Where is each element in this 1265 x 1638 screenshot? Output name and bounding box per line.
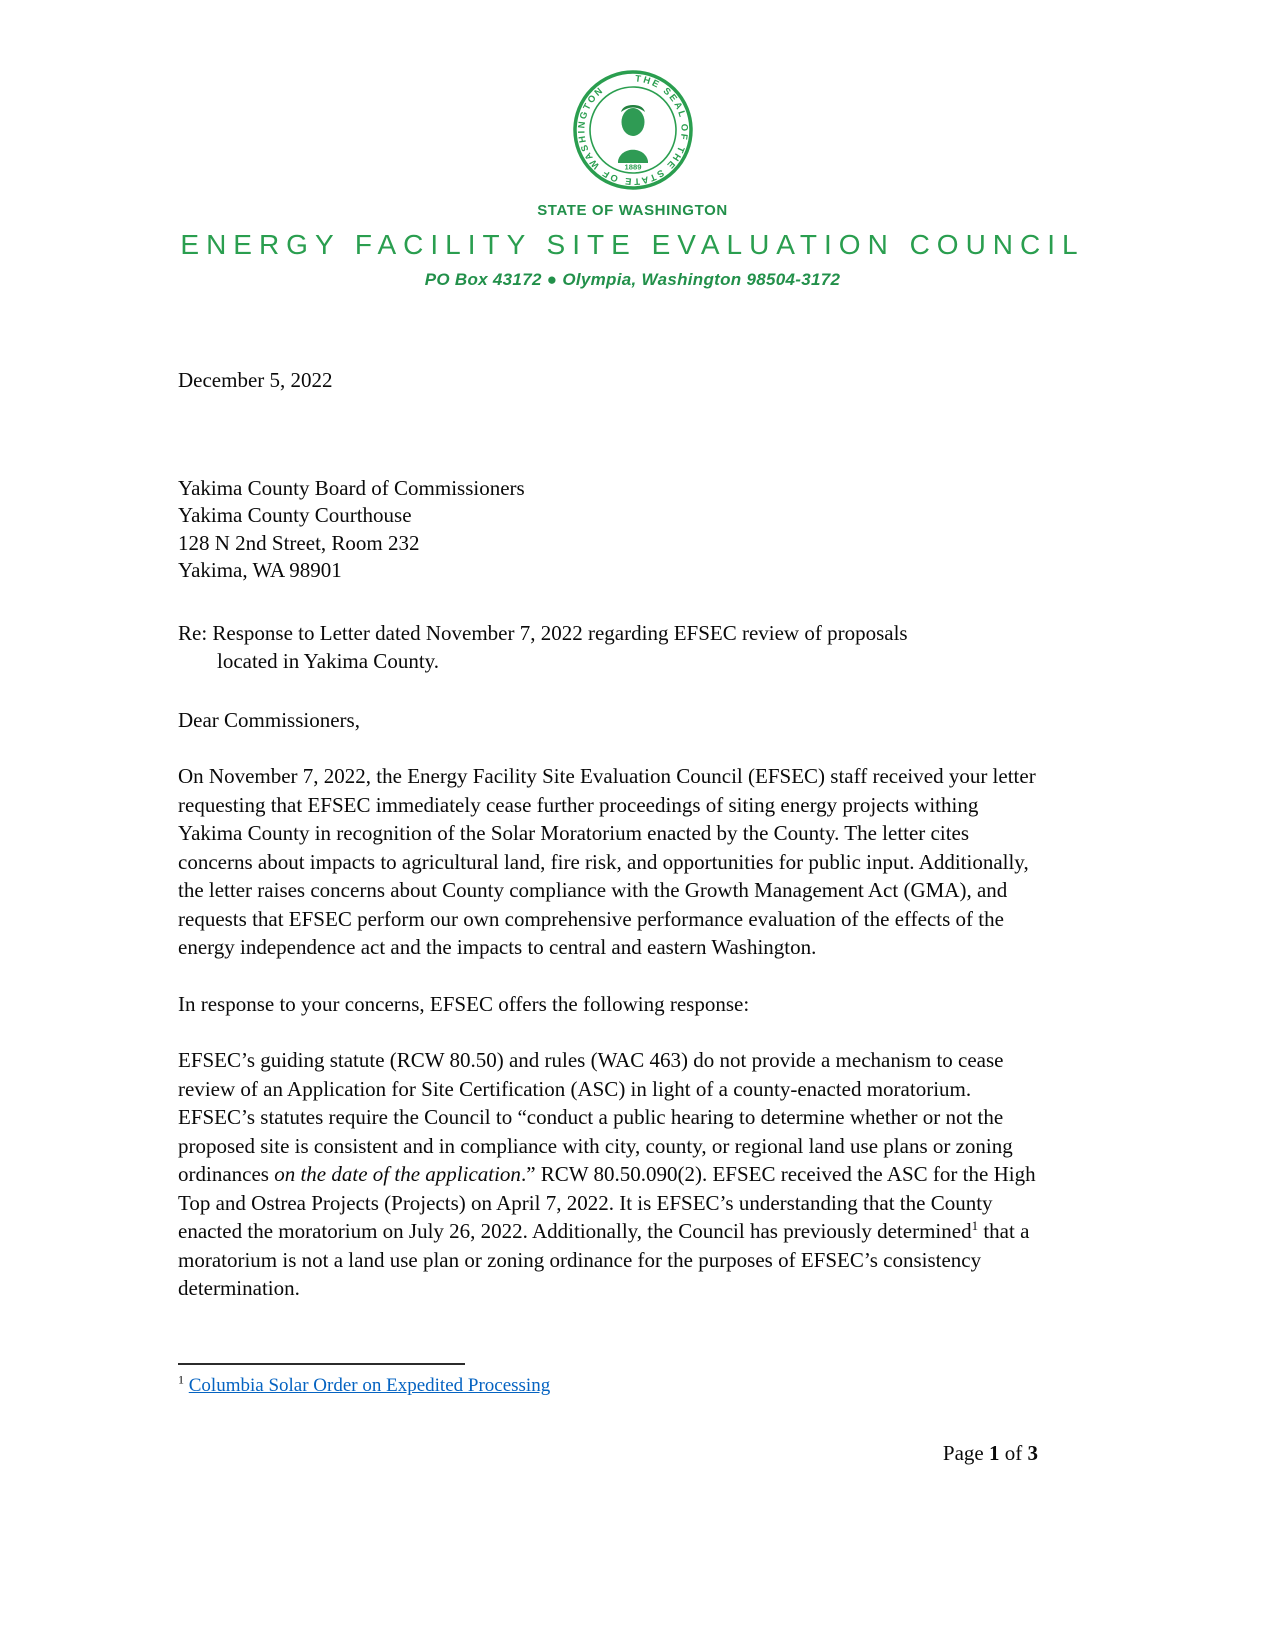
paragraph-3-italic-phrase: on the date of the application <box>274 1162 521 1186</box>
page-number-footer <box>943 1441 1038 1466</box>
footnote-separator <box>178 1363 465 1365</box>
paragraph-3 <box>178 1046 1040 1303</box>
state-of-washington-label: STATE OF WASHINGTON <box>537 202 728 219</box>
recipient-line: Yakima County Board of Commissioners <box>178 475 525 500</box>
re-line-2: located in Yakima County. <box>217 649 440 673</box>
letter-date: December 5, 2022 <box>178 368 333 392</box>
recipient-address-block <box>178 475 1040 585</box>
recipient-line: 128 N 2nd Street, Room 232 <box>178 530 420 555</box>
letterhead <box>0 0 1265 290</box>
agency-name: ENERGY FACILITY SITE EVALUATION COUNCIL <box>180 229 1085 260</box>
paragraph-3-part-1: EFSEC’s guiding statute (RCW 80.50) and rules (WAC 463) do not provide a mechanism to cease review of an Application for Site Certification (ASC) in light of a county-enacted moratorium. EFSEC’s statutes require the Council to “conduct a public hearing to determine whether or not the proposed site is consistent and in compliance with city, county, or regional land use plans or zoning ordinances <box>178 1048 1013 1186</box>
salutation: Dear Commissioners, <box>178 707 360 732</box>
page-label: Page <box>942 1441 989 1465</box>
footnote-marker: 1 <box>178 1372 184 1387</box>
paragraph-2: In response to your concerns, EFSEC offers the following response: <box>178 991 750 1016</box>
footnote <box>178 1374 1040 1398</box>
recipient-line: Yakima County Courthouse <box>178 503 412 527</box>
re-subject-line <box>178 619 1040 676</box>
footnote-reference-marker: 1 <box>971 1218 979 1233</box>
washington-state-seal-icon <box>571 68 695 192</box>
seal-year: 1889 <box>624 162 641 172</box>
paragraph-1: On November 7, 2022, the Energy Facility Site Evaluation Council (EFSEC) staff received your letter requesting that EFSEC immediately cease further proceedings of siting energy projects withing Yakima County in recognition of the Solar Moratorium enacted by the County. The letter cites concerns about impacts to agricultural land, fire risk, and opportunities for public input. Additionally, the letter raises concerns about County compliance with the Growth Management Act (GMA), and requests that EFSEC perform our own comprehensive performance evaluation of the effects of the energy independence act and the impacts to central and eastern Washington. <box>178 764 1036 959</box>
seal-circular-text: THE SEAL OF THE STATE OF WASHINGTON <box>574 72 691 188</box>
paragraph-3-part-2: .” RCW 80.50.090(2). EFSEC received the ASC for the High Top and Ostrea Projects (Projects) on April 7, 2022. It is EFSEC’s understanding that the County enacted the moratorium on July 26, 2022. Additionally, the Council has previously determined <box>178 1162 1036 1243</box>
current-page-number: 1 <box>989 1441 1000 1465</box>
page-of-label: of <box>999 1441 1028 1465</box>
total-page-count: 3 <box>1027 1441 1038 1465</box>
paragraph-3-part-3: that a moratorium is not a land use plan or zoning ordinance for the purposes of EFSEC’s consistency determination. <box>178 1219 1030 1300</box>
recipient-line: Yakima, WA 98901 <box>178 558 342 582</box>
re-line-1: Re: Response to Letter dated November 7, 2022 regarding EFSEC review of proposals <box>178 620 908 645</box>
agency-address: PO Box 43172 ● Olympia, Washington 98504-3172 <box>424 270 841 289</box>
letter-body <box>178 366 1040 1398</box>
washington-portrait <box>618 105 648 163</box>
footnote-link[interactable]: Columbia Solar Order on Expedited Processing <box>188 1374 551 1396</box>
